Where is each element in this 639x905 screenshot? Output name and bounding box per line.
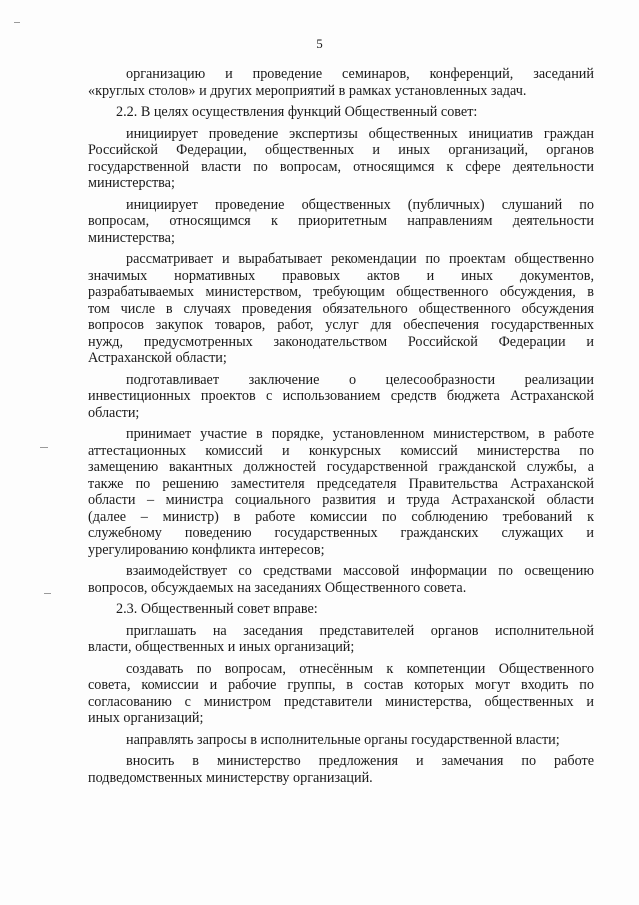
paragraph-p10 (88, 623, 594, 656)
paragraph-p13 (88, 753, 594, 786)
text-line: власти, общественных и иных организаций; (88, 639, 355, 655)
text-line: том числе в случаях проведения обязательного общественного обсуждения (88, 300, 594, 317)
text-line: области – министра социального развития и труда Астраханской области (88, 492, 594, 508)
text-line: совета, комиссии и рабочие группы, в состав которых могут входить по (88, 677, 594, 693)
paragraph-p3 (88, 126, 594, 192)
text-line: также по решению заместителя председателя Правительства Астраханской (88, 475, 594, 492)
paragraph-p1 (88, 66, 594, 99)
paragraph-p4 (88, 197, 594, 247)
scan-artifact (14, 22, 20, 23)
paragraph-p5 (88, 251, 594, 367)
text-line: вносить в министерство предложения и замечания по работе (126, 753, 594, 769)
text-line: рассматривает и вырабатывает рекомендации по проектам общественно (126, 251, 594, 267)
paragraph-p9 (88, 601, 594, 618)
text-line: вопросам, относящимся к приоритетным направлениям деятельности (88, 213, 594, 229)
text-line: служебному поведению государственных гражданских служащих и (88, 525, 594, 541)
text-line: Астраханской области; (88, 350, 227, 366)
text-line: урегулированию конфликта интересов; (88, 541, 325, 558)
text-line: создавать по вопросам, отнесённым к компетенции Общественного (126, 660, 594, 677)
text-line: инвестиционных проектов с использованием средств бюджета Астраханской (88, 388, 594, 404)
text-line: принимает участие в порядке, установленном министерством, в работе (126, 426, 594, 442)
text-line: министерства; (88, 175, 175, 191)
paragraph-p12 (88, 732, 594, 749)
text-line: «круглых столов» и других мероприятий в рамках установленных задач. (88, 82, 527, 99)
text-line: разрабатываемых министерством, требующим общественного обсуждения, в (88, 284, 594, 300)
text-line: подготавливает заключение о целесообразности реализации (126, 371, 594, 388)
text-line: 2.2. В целях осуществления функций Общественный совет: (116, 104, 478, 120)
scan-artifact (44, 593, 51, 594)
text-line: аттестационных комиссий и конкурсных комиссий министерства по (88, 442, 594, 459)
text-line: нужд, предусмотренных законодательством Российской Федерации и (88, 333, 594, 350)
text-line: 2.3. Общественный совет вправе: (116, 601, 318, 617)
text-line: иных организаций; (88, 710, 204, 726)
text-line: значимых нормативных правовых актов и иных документов, (88, 267, 594, 284)
text-line: инициирует проведение общественных (публичных) слушаний по (126, 196, 594, 213)
text-line: подведомственных министерству организаций. (88, 769, 373, 786)
text-line: согласованию с министром представители министерства, общественных и (88, 693, 594, 710)
text-line: замещению вакантных должностей государственной гражданской службы, а (88, 459, 594, 475)
paragraph-p2 (88, 104, 594, 121)
text-line: приглашать на заседания представителей органов исполнительной (126, 622, 594, 639)
paragraph-p11 (88, 661, 594, 727)
text-line: вопросов, обсуждаемых на заседаниях Общественного совета. (88, 579, 467, 596)
text-line: министерства; (88, 229, 175, 246)
paragraph-p8 (88, 563, 594, 596)
scan-artifact (40, 447, 48, 448)
text-line: взаимодействует со средствами массовой информации по освещению (126, 563, 594, 579)
text-line: направлять запросы в исполнительные органы государственной власти; (126, 731, 560, 748)
document-body (88, 66, 594, 791)
text-line: организацию и проведение семинаров, конференций, заседаний (126, 66, 594, 82)
text-line: государственной власти по вопросам, относящимся к сфере деятельности (88, 158, 594, 175)
paragraph-p6 (88, 372, 594, 422)
text-line: инициирует проведение экспертизы общественных инициатив граждан (126, 125, 594, 142)
text-line: вопросов закупок товаров, работ, услуг для обеспечения государственных (88, 317, 594, 333)
paragraph-p7 (88, 426, 594, 558)
text-line: области; (88, 404, 140, 421)
text-line: (далее – министр) в работе комиссии по соблюдению требований к (88, 508, 594, 525)
text-line: Российской Федерации, общественных и иных организаций, органов (88, 142, 594, 158)
page-number: 5 (316, 36, 323, 51)
